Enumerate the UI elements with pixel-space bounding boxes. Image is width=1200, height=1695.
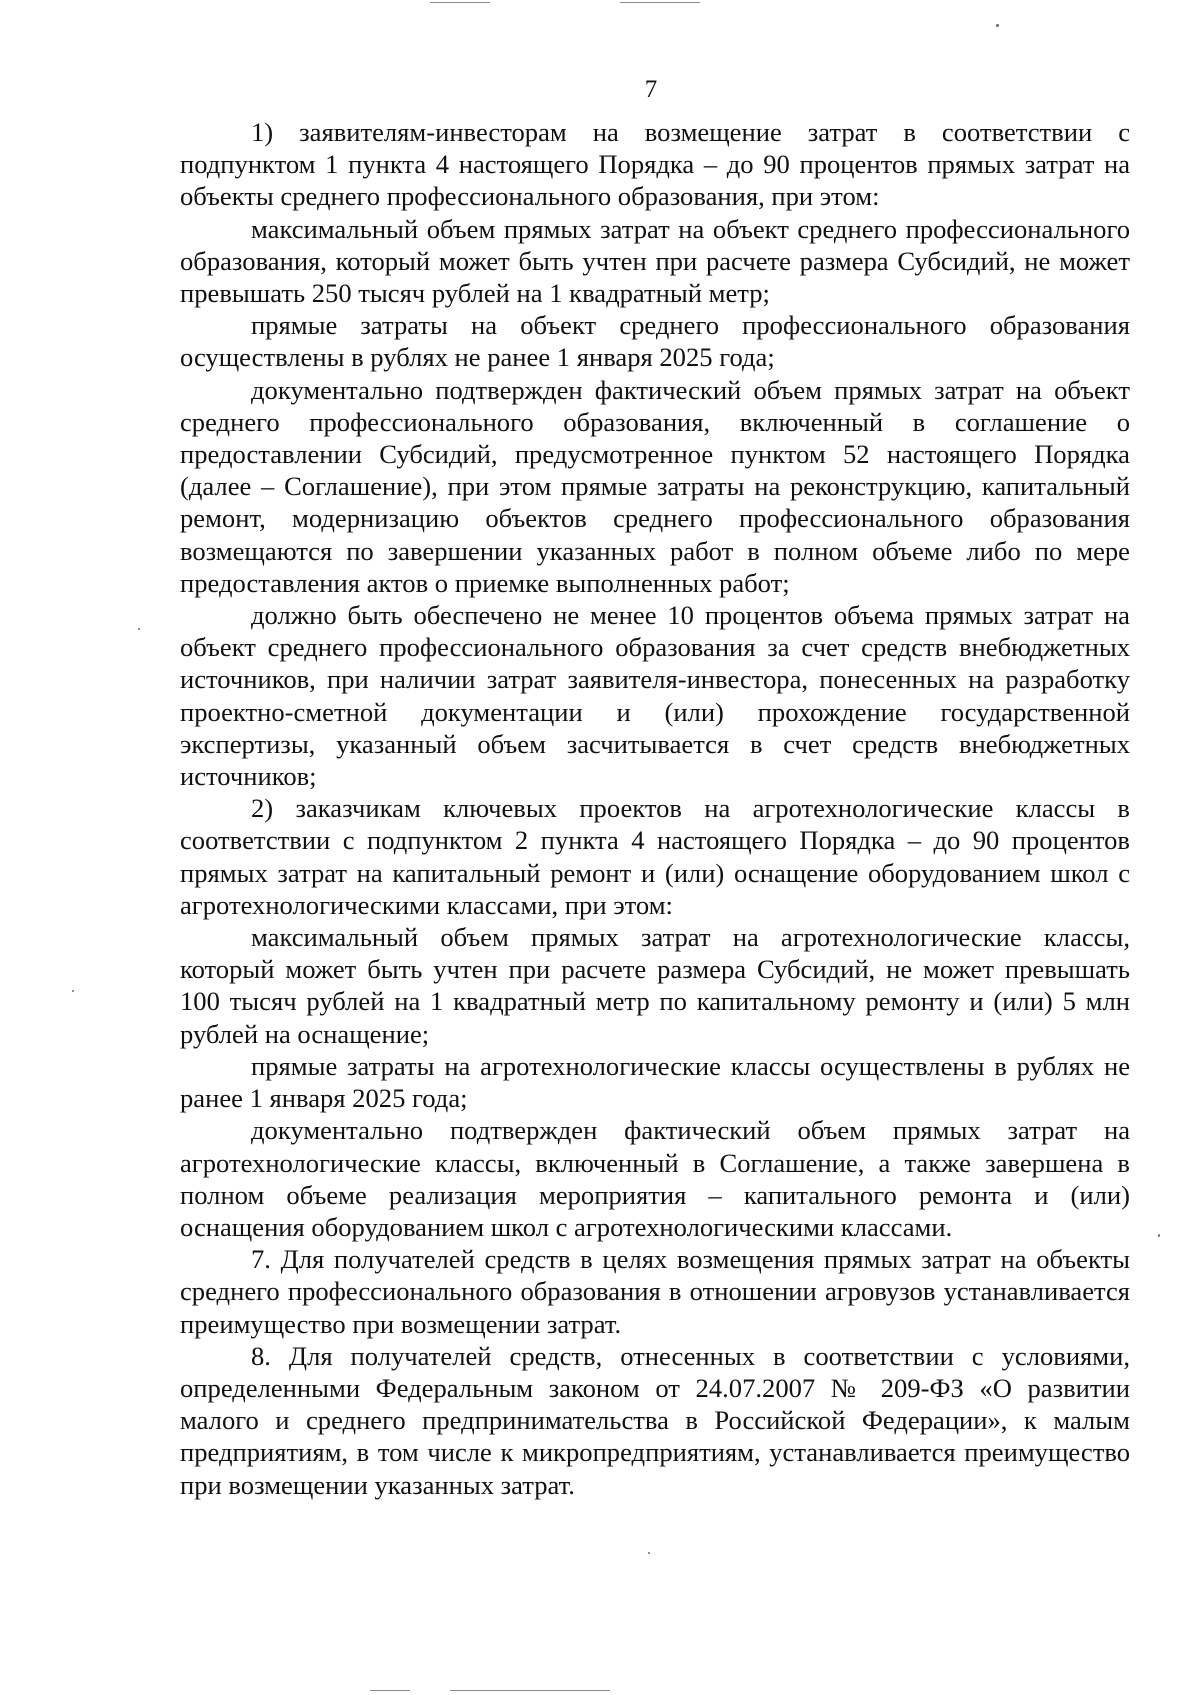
scan-artifact-bottom-2 <box>450 1690 610 1691</box>
scan-artifact-top <box>430 2 490 3</box>
scan-speck <box>138 628 140 630</box>
paragraph-extrabudgetary-share: должно быть обеспечено не менее 10 процентов объема прямых затрат на объект среднего профессионального образования за счет средств внебюджетных источников, при наличии затрат заявителя-инвестора, понесенных на разработку проектно-сметной документации и (или) прохождение государственной экспертизы, указанный объем засчитывается в счет средств внебюджетных источников; <box>180 600 1130 792</box>
paragraph-max-cost-agro: максимальный объем прямых затрат на агротехнологические классы, который может быть учтен при расчете размера Субсидий, не может превышать 100 тысяч рублей на 1 квадратный метр по капитальному ремонту и (или) 5 млн рублей на оснащение; <box>180 922 1130 1049</box>
scan-speck <box>996 24 999 27</box>
paragraph-max-cost-spo: максимальный объем прямых затрат на объект среднего профессионального образования, который может быть учтен при расчете размера Субсидий, не может превышать 250 тысяч рублей на 1 квадратный метр; <box>180 213 1130 309</box>
document-body <box>180 116 1130 1501</box>
paragraph-cost-date-spo: прямые затраты на объект среднего профессионального образования осуществлены в рублях не ранее 1 января 2025 года; <box>180 310 1130 373</box>
scan-speck <box>648 1552 650 1554</box>
paragraph-item-2-agro-classes: 2) заказчикам ключевых проектов на агротехнологические классы в соответствии с подпунктом 2 пункта 4 настоящего Порядка – до 90 процентов прямых затрат на капитальный ремонт и (или) оснащение оборудованием школ с агротехнологическими классами, при этом: <box>180 793 1130 920</box>
scan-speck <box>1158 1234 1160 1237</box>
paragraph-clause-8: 8. Для получателей средств, отнесенных в соответствии с условиями, определенными Федеральным законом от 24.07.2007 № 209-ФЗ «О развитии малого и среднего предпринимательства в Российской Федерации», к малым предприятиям, в том числе к микропредприятиям, устанавливается преимущество при возмещении указанных затрат. <box>180 1340 1130 1500</box>
paragraph-documented-costs-spo: документально подтвержден фактический объем прямых затрат на объект среднего профессионального образования, включенный в соглашение о предоставлении Субсидий, предусмотренное пунктом 52 настоящего Порядка (далее – Соглашение), при этом прямые затраты на реконструкцию, капитальный ремонт, модернизацию объектов среднего профессионального образования возмещаются по завершении указанных работ в полном объеме либо по мере предоставления актов о приемке выполненных работ; <box>180 374 1130 598</box>
scan-artifact-top-2 <box>620 2 700 3</box>
paragraph-documented-costs-agro: документально подтвержден фактический объем прямых затрат на агротехнологические классы, включенный в Соглашение, а также завершена в полном объеме реализация мероприятия – капитального ремонта и (или) оснащения оборудованием школ с агротехнологическими классами. <box>180 1115 1130 1242</box>
paragraph-item-1-investors: 1) заявителям-инвесторам на возмещение затрат в соответствии с подпунктом 1 пункта 4 настоящего Порядка – до 90 процентов прямых затрат на объекты среднего профессионального образования, при этом: <box>180 117 1130 212</box>
scan-artifact-bottom <box>370 1690 410 1691</box>
scan-speck <box>72 990 74 992</box>
paragraph-cost-date-agro: прямые затраты на агротехнологические классы осуществлены в рублях не ранее 1 января 2025 года; <box>180 1050 1130 1114</box>
page-number: 7 <box>644 76 658 103</box>
paragraph-clause-7: 7. Для получателей средств в целях возмещения прямых затрат на объекты среднего профессионального образования в отношении агровузов устанавливается преимущество при возмещении затрат. <box>180 1244 1130 1339</box>
